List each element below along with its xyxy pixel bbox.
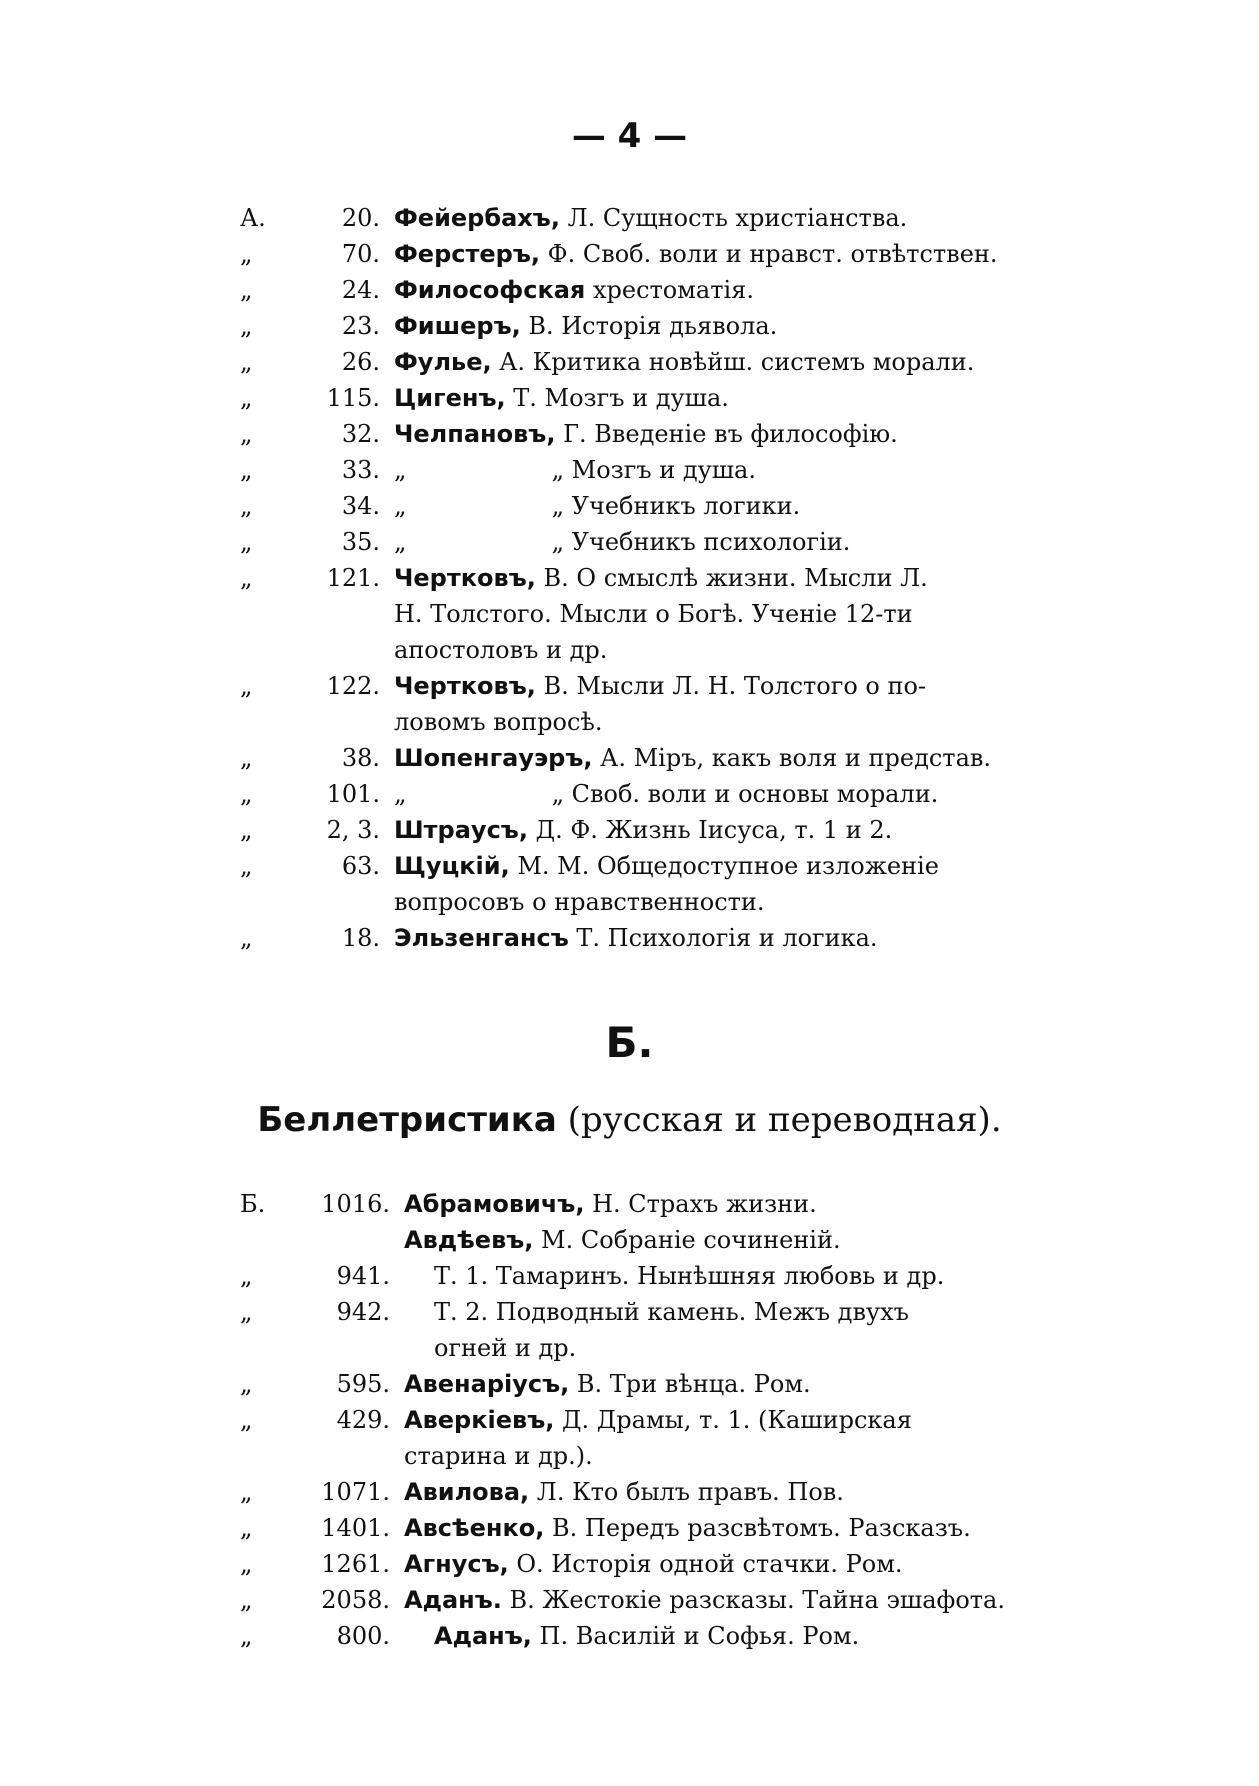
- catalog-number: 70.: [341, 240, 380, 268]
- catalog-entry: [240, 776, 1020, 812]
- catalog-number: 32.: [341, 420, 380, 448]
- catalog-entry: [240, 524, 1020, 560]
- catalog-entry: [240, 452, 1020, 488]
- shelf-mark: „: [240, 852, 253, 880]
- shelf-mark: „: [240, 492, 253, 520]
- author-name: Авенаріусъ,: [404, 1370, 570, 1398]
- catalog-number: 595.: [336, 1370, 390, 1398]
- author-name: Цигенъ,: [394, 384, 506, 412]
- title-text: П. Василій и Софья. Ром.: [531, 1622, 860, 1650]
- entry-text: [394, 668, 1020, 740]
- ditto-mark: „: [551, 780, 564, 808]
- catalog-number: 38.: [341, 744, 380, 772]
- title-text: В. Мысли Л. Н. Толстого о по-: [535, 672, 927, 700]
- title-text: В. Три вѣнца. Ром.: [569, 1370, 811, 1398]
- continuation-line: вопросовъ о нравственности.: [394, 888, 765, 916]
- title-text: Мозгъ и душа.: [564, 456, 756, 484]
- shelf-mark: „: [240, 1478, 253, 1506]
- shelf-mark: „: [240, 348, 253, 376]
- author-name: Авилова,: [404, 1478, 530, 1506]
- entry-text: [404, 1546, 1020, 1582]
- author-name: Фулье,: [394, 348, 492, 376]
- title-text: А. Міръ, какъ воля и представ.: [592, 744, 992, 772]
- entry-text: [394, 560, 1020, 668]
- catalog-entry: [240, 1402, 1020, 1474]
- page-number: — 4 —: [571, 116, 688, 156]
- catalog-number: 34.: [341, 492, 380, 520]
- author-name: Философская: [394, 276, 586, 304]
- entry-text: [394, 524, 1020, 560]
- catalog-entry: [240, 1582, 1020, 1618]
- author-name: Эльзенгансъ: [394, 924, 569, 952]
- title-text: хрестоматія.: [585, 276, 754, 304]
- catalog-entry: [240, 740, 1020, 776]
- author-name: Авдѣевъ,: [404, 1226, 534, 1254]
- shelf-mark: „: [240, 564, 253, 592]
- catalog-number: 1016.: [321, 1190, 390, 1218]
- entry-text: [404, 1510, 1020, 1546]
- shelf-mark: „: [240, 780, 253, 808]
- catalog-entry: [240, 1222, 1020, 1258]
- entry-text: [394, 272, 1020, 308]
- catalog-entry: [240, 380, 1020, 416]
- catalog-number: 18.: [341, 924, 380, 952]
- author-name: Фишеръ,: [394, 312, 521, 340]
- shelf-mark: А.: [240, 204, 266, 232]
- section-letter: Б.: [605, 1018, 654, 1067]
- entry-text: [394, 236, 1020, 272]
- author-name: Авсѣенко,: [404, 1514, 545, 1542]
- title-text: В. О смыслѣ жизни. Мысли Л.: [535, 564, 928, 592]
- catalog-entry: [240, 1258, 1020, 1294]
- shelf-mark: „: [240, 1622, 253, 1650]
- shelf-mark: „: [240, 744, 253, 772]
- title-text: Г. Введеніе въ философію.: [555, 420, 898, 448]
- title-text: Н. Страхъ жизни.: [584, 1190, 817, 1218]
- title-text: В. Жестокіе разсказы. Тайна эшафота.: [501, 1586, 1005, 1614]
- catalog-entry: [240, 236, 1020, 272]
- author-name: Челпановъ,: [394, 420, 556, 448]
- shelf-mark: „: [240, 1370, 253, 1398]
- entry-text: [404, 1618, 1020, 1654]
- shelf-mark: „: [240, 1262, 253, 1290]
- shelf-mark: „: [240, 924, 253, 952]
- catalog-number: 20.: [341, 204, 380, 232]
- entry-text: [404, 1474, 1020, 1510]
- entry-text: [394, 380, 1020, 416]
- continuation-line: Н. Толстого. Мысли о Богѣ. Ученіе 12-ти: [394, 600, 913, 628]
- shelf-mark: „: [240, 456, 253, 484]
- continuation-line: ловомъ вопросѣ.: [394, 708, 603, 736]
- author-name: Шопенгауэръ,: [394, 744, 593, 772]
- catalog-number: 1071.: [321, 1478, 390, 1506]
- title-text: Своб. воли и основы морали.: [564, 780, 939, 808]
- author-name: Щуцкій,: [394, 852, 510, 880]
- entry-text: [394, 488, 1020, 524]
- entry-text: [394, 200, 1020, 236]
- title-text: Учебникъ логики.: [564, 492, 801, 520]
- title-text: В. Исторія дьявола.: [520, 312, 778, 340]
- title-text: Учебникъ психологіи.: [564, 528, 851, 556]
- title-text: Т. Мозгъ и душа.: [505, 384, 729, 412]
- ditto-mark: „: [551, 528, 564, 556]
- entry-text: [404, 1402, 1020, 1474]
- title-text: О. Исторія одной стачки. Ром.: [508, 1550, 903, 1578]
- catalog-entry: [240, 1474, 1020, 1510]
- catalog-list-b: [240, 1186, 1020, 1654]
- entry-text: [404, 1582, 1020, 1618]
- shelf-mark: „: [240, 528, 253, 556]
- catalog-entry: [240, 560, 1020, 668]
- title-text: Д. Драмы, т. 1. (Каширская: [554, 1406, 912, 1434]
- catalog-entry: [240, 668, 1020, 740]
- catalog-entry: [240, 272, 1020, 308]
- catalog-number: 33.: [341, 456, 380, 484]
- entry-text: [394, 812, 1020, 848]
- shelf-mark: „: [240, 1586, 253, 1614]
- shelf-mark: „: [240, 1514, 253, 1542]
- shelf-mark: „: [240, 276, 253, 304]
- catalog-entry: [240, 1294, 1020, 1366]
- entry-text: [404, 1258, 1020, 1294]
- catalog-entry: [240, 488, 1020, 524]
- shelf-mark: [240, 1222, 284, 1258]
- continuation-line: огней и др.: [434, 1334, 577, 1362]
- catalog-number: 2, 3.: [326, 816, 380, 844]
- catalog-entry: [240, 1186, 1020, 1222]
- entry-text: [394, 848, 1020, 920]
- entry-text: [394, 308, 1020, 344]
- entry-text: [394, 416, 1020, 452]
- ditto-mark: „: [394, 492, 407, 520]
- catalog-number: 942.: [336, 1298, 390, 1326]
- author-name: Чертковъ,: [394, 672, 536, 700]
- catalog-number: 35.: [341, 528, 380, 556]
- author-name: Аверкіевъ,: [404, 1406, 555, 1434]
- ditto-mark: „: [551, 456, 564, 484]
- shelf-mark: „: [240, 384, 253, 412]
- catalog-entry: [240, 848, 1020, 920]
- catalog-number: 23.: [341, 312, 380, 340]
- shelf-mark: „: [240, 240, 253, 268]
- ditto-mark: „: [394, 780, 407, 808]
- catalog-number: 429.: [336, 1406, 390, 1434]
- catalog-number: 2058.: [321, 1586, 390, 1614]
- ditto-mark: „: [394, 528, 407, 556]
- entry-text: [404, 1294, 1020, 1366]
- title-text: Л. Кто былъ правъ. Пов.: [529, 1478, 844, 1506]
- catalog-entry: [240, 1546, 1020, 1582]
- catalog-number: 63.: [341, 852, 380, 880]
- entry-text: [404, 1366, 1020, 1402]
- author-name: Фейербахъ,: [394, 204, 560, 232]
- catalog-number: 1261.: [321, 1550, 390, 1578]
- catalog-number: 26.: [341, 348, 380, 376]
- entry-text: [394, 776, 1020, 812]
- entry-text: [394, 452, 1020, 488]
- title-text: Л. Сущность христіанства.: [559, 204, 908, 232]
- catalog-entry: [240, 344, 1020, 380]
- author-name: Абрамовичъ,: [404, 1190, 585, 1218]
- catalog-number: [284, 1222, 404, 1258]
- shelf-mark: „: [240, 816, 253, 844]
- section-title: [0, 1100, 1259, 1140]
- author-name: Аданъ,: [434, 1622, 532, 1650]
- title-text: М. Собраніе сочиненій.: [533, 1226, 841, 1254]
- title-text: Т. 1. Тамаринъ. Нынѣшняя любовь и др.: [434, 1262, 945, 1290]
- catalog-entry: [240, 308, 1020, 344]
- shelf-mark: Б.: [240, 1190, 266, 1218]
- shelf-mark: „: [240, 672, 253, 700]
- catalog-entry: [240, 200, 1020, 236]
- catalog-number: 941.: [336, 1262, 390, 1290]
- catalog-entry: [240, 1618, 1020, 1654]
- catalog-entry: [240, 1366, 1020, 1402]
- author-name: Штраусъ,: [394, 816, 528, 844]
- section-title-subtitle: (русская и переводная).: [556, 1100, 1002, 1140]
- shelf-mark: „: [240, 1406, 253, 1434]
- catalog-entry: [240, 416, 1020, 452]
- author-name: Аданъ.: [404, 1586, 502, 1614]
- title-text: А. Критика новѣйш. системъ морали.: [491, 348, 975, 376]
- title-text: Т. 2. Подводный камень. Межъ двухъ: [434, 1298, 909, 1326]
- ditto-mark: „: [394, 456, 407, 484]
- title-text: Д. Ф. Жизнь Іисуса, т. 1 и 2.: [527, 816, 893, 844]
- catalog-number: 122.: [326, 672, 380, 700]
- catalog-entry: [240, 1510, 1020, 1546]
- section-title-main: Беллетристика: [257, 1100, 557, 1140]
- author-name: Ферстеръ,: [394, 240, 541, 268]
- catalog-entry: [240, 920, 1020, 956]
- author-name: Чертковъ,: [394, 564, 536, 592]
- continuation-line: апостоловъ и др.: [394, 636, 608, 664]
- entry-text: [404, 1186, 1020, 1222]
- shelf-mark: „: [240, 312, 253, 340]
- title-text: Ф. Своб. воли и нравст. отвѣтствен.: [540, 240, 998, 268]
- catalog-number: 115.: [326, 384, 380, 412]
- title-text: Т. Психологія и логика.: [568, 924, 878, 952]
- catalog-list-a: [240, 200, 1020, 956]
- author-name: Агнусъ,: [404, 1550, 509, 1578]
- catalog-number: 24.: [341, 276, 380, 304]
- entry-text: [394, 740, 1020, 776]
- ditto-mark: „: [551, 492, 564, 520]
- catalog-entry: [240, 812, 1020, 848]
- title-text: М. М. Общедоступное изложеніе: [509, 852, 939, 880]
- catalog-number: 1401.: [321, 1514, 390, 1542]
- continuation-line: старина и др.).: [404, 1442, 593, 1470]
- catalog-number: 800.: [336, 1622, 390, 1650]
- shelf-mark: „: [240, 1550, 253, 1578]
- entry-text: [404, 1222, 1020, 1258]
- title-text: В. Передъ разсвѣтомъ. Разсказъ.: [544, 1514, 971, 1542]
- shelf-mark: „: [240, 1298, 253, 1326]
- catalog-number: 121.: [326, 564, 380, 592]
- catalog-number: 101.: [326, 780, 380, 808]
- shelf-mark: „: [240, 420, 253, 448]
- entry-text: [394, 344, 1020, 380]
- entry-text: [394, 920, 1020, 956]
